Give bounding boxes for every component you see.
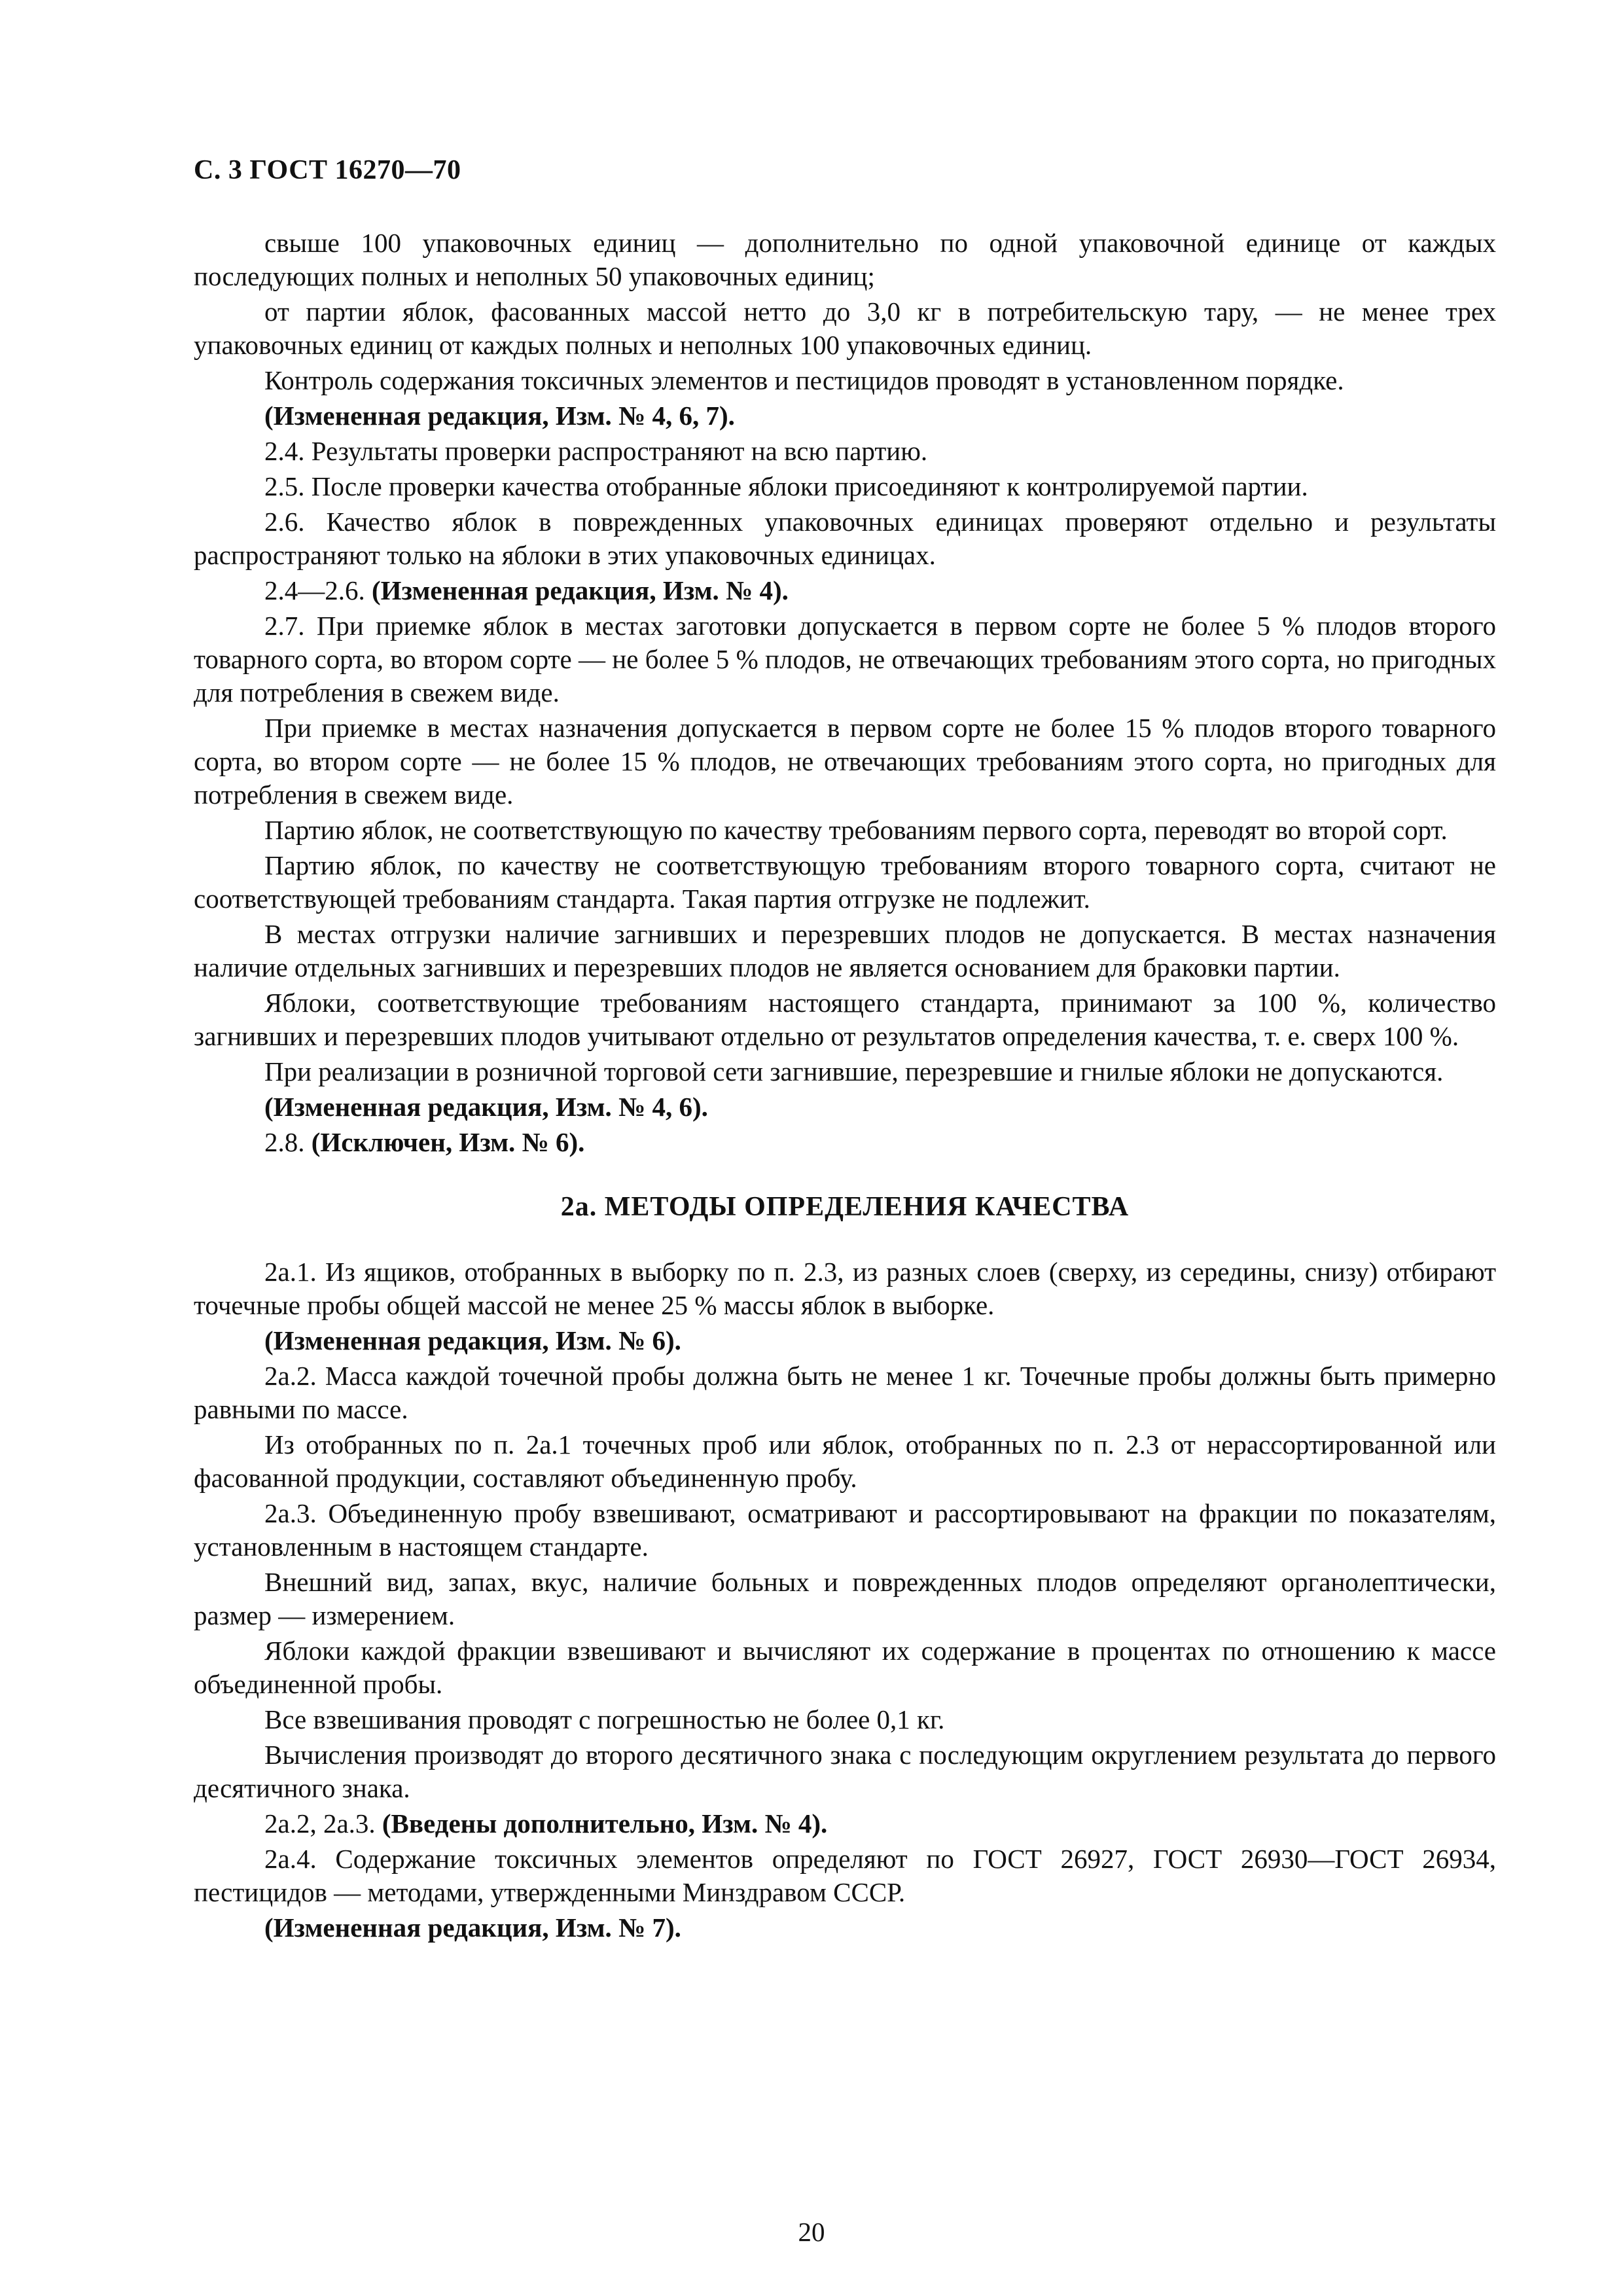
paragraph: Все взвешивания проводят с погрешностью не более 0,1 кг.	[264, 1704, 945, 1734]
paragraph: Из отобранных по п. 2а.1 точечных проб или яблок, отобранных по п. 2.3 от нерассортированной или фасованной продукции, составляют объединенную пробу.	[194, 1429, 1496, 1493]
clause-2a-4: 2а.4. Содержание токсичных элементов определяют по ГОСТ 26927, ГОСТ 26930—ГОСТ 26934, пестицидов — методами, утвержденными Минздравом СССР.	[194, 1844, 1496, 1907]
page-number: 20	[798, 2217, 825, 2247]
amendment-note: (Измененная редакция, Изм. № 6).	[264, 1325, 681, 1355]
paragraph: При приемке в местах назначения допускается в первом сорте не более 15 % плодов второго товарного сорта, во втором сорте — не более 15 % плодов, не отвечающих требованиям этого сорта, но пригодных для потребления в свежем виде.	[194, 713, 1496, 810]
clause-2a-1: 2а.1. Из ящиков, отобранных в выборку по п. 2.3, из разных слоев (сверху, из середины, снизу) отбирают точечные пробы общей массой не менее 25 % массы яблок в выборке.	[194, 1257, 1496, 1320]
paragraph: свыше 100 упаковочных единиц — дополнительно по одной упаковочной единице от каждых последующих полных и неполных 50 упаковочных единиц;	[194, 228, 1496, 291]
paragraph: При реализации в розничной торговой сети загнившие, перезревшие и гнилые яблоки не допускаются.	[264, 1056, 1444, 1086]
clause-2-8: 2.8. (Исключен, Изм. № 6).	[264, 1127, 585, 1157]
amendment-note: 2а.2, 2а.3. (Введены дополнительно, Изм. № 4).	[264, 1808, 828, 1839]
amendment-note: (Измененная редакция, Изм. № 4, 6).	[264, 1092, 708, 1122]
paragraph: В местах отгрузки наличие загнивших и перезревших плодов не допускается. В местах назначения наличие отдельных загнивших и перезревших плодов не является основанием для браковки партии.	[194, 919, 1496, 982]
paragraph: Вычисления производят до второго десятичного знака с последующим округлением результата до первого десятичного знака.	[194, 1740, 1496, 1803]
clause-2-4: 2.4. Результаты проверки распространяют на всю партию.	[264, 436, 928, 466]
amendment-note: (Измененная редакция, Изм. № 7).	[264, 1912, 681, 1943]
clause-2-6: 2.6. Качество яблок в поврежденных упаковочных единицах проверяют отдельно и результаты распространяют только на яблоки в этих упаковочных единицах.	[194, 507, 1496, 570]
paragraph: от партии яблок, фасованных массой нетто до 3,0 кг в потребительскую тару, — не менее трех упаковочных единиц от каждых полных и неполных 100 упаковочных единиц.	[194, 296, 1496, 360]
clause-2-7: 2.7. При приемке яблок в местах заготовки допускается в первом сорте не более 5 % плодов второго товарного сорта, во втором сорте — не более 5 % плодов, не отвечающих требованиям этого сорта, но пригодных для потребления в свежем виде.	[194, 611, 1496, 708]
section-title: 2а. МЕТОДЫ ОПРЕДЕЛЕНИЯ КАЧЕСТВА	[560, 1192, 1130, 1222]
paragraph: Яблоки каждой фракции взвешивают и вычисляют их содержание в процентах по отношению к массе объединенной пробы.	[194, 1636, 1496, 1699]
paragraph: Партию яблок, по качеству не соответствующую требованиям второго товарного сорта, считают не соответствующей требованиям стандарта. Такая партия отгрузке не подлежит.	[194, 850, 1496, 914]
clause-2a-3: 2а.3. Объединенную пробу взвешивают, осматривают и рассортировывают на фракции по показателям, установленным в настоящем стандарте.	[194, 1498, 1496, 1562]
paragraph: Партию яблок, не соответствующую по качеству требованиям первого сорта, переводят во второй сорт.	[264, 815, 1448, 845]
paragraph: Контроль содержания токсичных элементов и пестицидов проводят в установленном порядке.	[264, 365, 1344, 395]
document-body	[194, 226, 1496, 1945]
amendment-note: (Измененная редакция, Изм. № 4, 6, 7).	[264, 401, 735, 431]
clause-2a-2: 2а.2. Масса каждой точечной пробы должна быть не менее 1 кг. Точечные пробы должны быть примерно равными по массе.	[194, 1361, 1496, 1424]
paragraph: Яблоки, соответствующие требованиям настоящего стандарта, принимают за 100 %, количество загнивших и перезревших плодов учитывают отдельно от результатов определения качества, т. е. сверх 100 %.	[194, 988, 1496, 1051]
amendment-note: 2.4—2.6. (Измененная редакция, Изм. № 4).	[264, 575, 789, 605]
page-header: С. 3 ГОСТ 16270—70	[194, 155, 461, 185]
paragraph: Внешний вид, запах, вкус, наличие больных и поврежденных плодов определяют органолептически, размер — измерением.	[194, 1567, 1496, 1630]
clause-2-5: 2.5. После проверки качества отобранные яблоки присоединяют к контролируемой партии.	[264, 471, 1308, 501]
